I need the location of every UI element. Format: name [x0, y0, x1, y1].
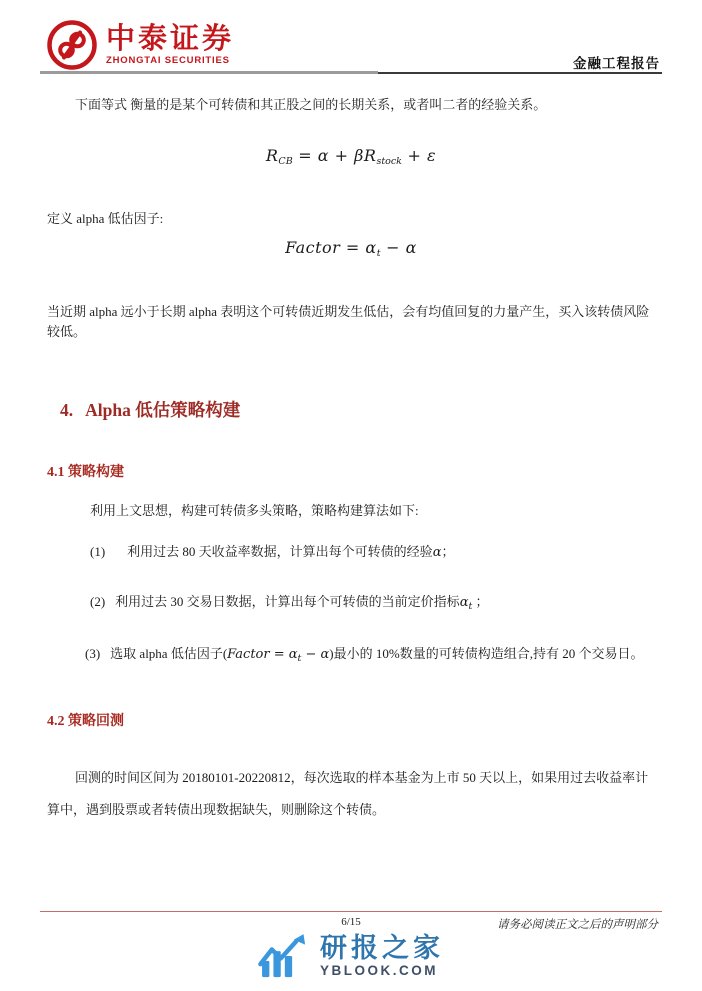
zhongtai-logo-icon	[46, 19, 98, 71]
section-number: 4.	[60, 400, 74, 420]
list-item-2	[90, 591, 670, 612]
formula-r: R	[265, 146, 279, 165]
item-2-alpha-sub: t	[468, 601, 473, 612]
item-3-end: )最小的 10%数量的可转债构造组合,持有 20 个交易日。	[329, 646, 644, 661]
logo-cn-text: 中泰证券	[106, 22, 235, 55]
factor-head: Factor = α	[285, 238, 377, 257]
formula-tail: + ε	[401, 146, 437, 165]
subsection-42-heading: 4.2 策略回测	[47, 714, 124, 729]
header-rule-left-segment	[40, 71, 378, 74]
item-3-factor-sub: t	[297, 653, 302, 664]
paragraph-alpha-explain: 当近期 alpha 远小于长期 alpha 表明这个可转债近期发生低估，会有均值回复的力量产生，买入该转债风险较低。	[47, 304, 650, 340]
watermark-chart-icon	[258, 933, 310, 979]
zhongtai-logo	[46, 19, 234, 71]
item-3-number: (3)	[85, 646, 101, 661]
formula-factor	[0, 238, 702, 259]
item-3-factor: Factor = α	[227, 647, 298, 662]
item-2-text: 利用过去 30 交易日数据，计算出每个可转债的当前定价指标	[115, 594, 460, 609]
formula-mid: = α + βR	[292, 146, 377, 165]
item-1-end: ；	[441, 544, 455, 559]
item-2-end: ；	[472, 594, 489, 609]
backtest-paragraph: 回测的时间区间为 20180101-20220812，每次选取的样本基金为上市 50 天以上，如果用过去收益率计算中，遇到股票或者转债出现数据缺失，则删除这个转债。	[47, 770, 649, 817]
paragraph-intro: 下面等式 衡量的是某个可转债和其正股之间的长期关系，或者叫二者的经验关系。	[75, 97, 547, 112]
report-type-label: 金融工程报告	[573, 56, 660, 71]
list-item-1	[90, 541, 670, 560]
item-1-text: 利用过去 80 天收益率数据，计算出每个可转债的经验	[127, 544, 433, 559]
formula-r-sub: CB	[278, 156, 293, 167]
item-3-factor-tail: − α	[301, 647, 330, 662]
item-1-number: (1)	[90, 544, 106, 559]
section-title: Alpha 低估策略构建	[85, 400, 241, 420]
define-alpha-label: 定义 alpha 低估因子:	[47, 211, 164, 226]
page-number: 6/15	[341, 916, 361, 928]
footer-disclaimer: 请务必阅读正文之后的声明部分	[497, 919, 658, 931]
watermark-title: 研报之家	[320, 932, 444, 963]
list-item-3	[85, 643, 665, 664]
item-2-number: (2)	[90, 594, 106, 609]
factor-tail: − α	[380, 238, 417, 257]
formula-mid-sub: stock	[376, 156, 402, 167]
subsection-41-heading: 4.1 策略构建	[47, 465, 124, 480]
factor-sub: t	[376, 248, 381, 259]
item-3-text: 选取 alpha 低估因子(	[110, 646, 228, 661]
formula-regression	[0, 146, 702, 167]
item-1-alpha: α	[432, 545, 442, 560]
footer-rule	[40, 911, 662, 912]
watermark-site: YBLOOK.COM	[320, 963, 438, 979]
strategy-intro: 利用上文思想，构建可转债多头策略，策略构建算法如下:	[90, 503, 419, 518]
logo-en-text: ZHONGTAI SECURITIES	[106, 55, 230, 67]
watermark	[0, 933, 702, 979]
section-heading-4	[60, 397, 240, 422]
item-2-alpha: α	[459, 595, 469, 610]
